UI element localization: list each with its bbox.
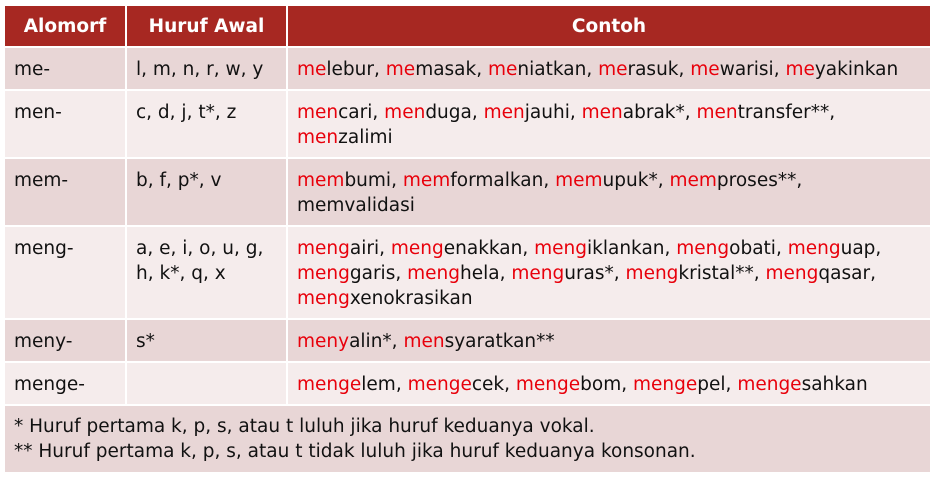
alomorf-cell: mem- <box>4 158 126 226</box>
footnote-2: ** Huruf pertama k, p, s, atau t tidak luluh jika huruf keduanya konsonan. <box>14 441 696 462</box>
prefix-highlight: men <box>297 102 339 123</box>
example-root: hela <box>459 263 500 284</box>
prefix-highlight: me <box>488 59 518 80</box>
example-word <box>408 374 505 395</box>
prefix-highlight: meng <box>511 263 565 284</box>
example-word <box>297 331 392 352</box>
example-word <box>297 170 391 191</box>
example-root: enakkan <box>443 238 523 259</box>
example-root: obati <box>729 238 776 259</box>
prefix-highlight: menge <box>737 374 802 395</box>
example-root: transfer** <box>737 102 830 123</box>
contoh-cell: menyalin*, mensyaratkan** <box>287 319 931 362</box>
example-root: upuk* <box>602 170 658 191</box>
contoh-cell: mengelem, mengecek, mengebom, mengepel, mengesahkan <box>287 362 931 405</box>
prefix-highlight: meng <box>297 238 350 259</box>
example-word <box>534 238 664 259</box>
example-word <box>488 59 586 80</box>
example-word <box>297 127 393 148</box>
example-word <box>697 102 830 123</box>
huruf-awal-cell: b, f, p*, v <box>126 158 287 226</box>
prefix-highlight: meng <box>676 238 730 259</box>
example-root: cek <box>471 374 505 395</box>
example-root: sahkan <box>801 374 868 395</box>
prefix-highlight: mem <box>402 170 451 191</box>
prefix-highlight: meng <box>625 263 679 284</box>
example-root: xenokrasikan <box>349 288 473 309</box>
header-contoh: Contoh <box>287 5 931 47</box>
example-word <box>633 374 726 395</box>
example-word <box>626 263 754 284</box>
header-row <box>4 5 931 47</box>
example-word <box>516 374 621 395</box>
prefix-highlight: me <box>690 59 720 80</box>
prefix-highlight: men <box>483 102 525 123</box>
example-root: memvalidasi <box>297 195 415 216</box>
example-word <box>297 238 379 259</box>
prefix-highlight: me <box>598 59 628 80</box>
prefix-highlight: meng <box>787 238 841 259</box>
contoh-cell: membumi, memformalkan, memupuk*, memproses**, memvalidasi <box>287 158 931 226</box>
prefix-highlight: meng <box>297 288 350 309</box>
table-row <box>4 226 931 319</box>
table-row <box>4 90 931 158</box>
example-root: formalkan <box>450 170 544 191</box>
alomorf-cell: meng- <box>4 226 126 319</box>
alomorf-table-container <box>3 4 930 474</box>
example-word <box>403 331 554 352</box>
example-root: syaratkan** <box>444 331 555 352</box>
prefix-highlight: mem <box>555 170 603 191</box>
example-word <box>737 374 867 395</box>
example-word <box>297 102 372 123</box>
example-word <box>297 59 374 80</box>
prefix-highlight: men <box>403 331 445 352</box>
example-root: lem <box>361 374 396 395</box>
example-word <box>384 102 472 123</box>
example-word <box>391 238 522 259</box>
prefix-highlight: men <box>581 102 623 123</box>
prefix-highlight: me <box>385 59 416 80</box>
example-word <box>403 170 544 191</box>
example-word <box>407 263 499 284</box>
example-word <box>788 238 876 259</box>
example-root: cari <box>338 102 373 123</box>
prefix-highlight: men <box>696 102 738 123</box>
prefix-highlight: menge <box>297 374 362 395</box>
example-root: zalimi <box>338 127 393 148</box>
prefix-highlight: mem <box>669 170 717 191</box>
example-root: garis <box>349 263 396 284</box>
example-root: alin* <box>349 331 392 352</box>
example-root: uap <box>840 238 876 259</box>
prefix-highlight: meng <box>534 238 587 259</box>
example-root: rasuk <box>627 59 679 80</box>
example-word <box>297 288 473 309</box>
table-row <box>4 47 931 90</box>
prefix-highlight: men <box>297 127 339 148</box>
example-root: qasar <box>818 263 871 284</box>
example-word <box>511 263 613 284</box>
huruf-awal-cell: c, d, j, t*, z <box>126 90 287 158</box>
table-row <box>4 362 931 405</box>
alomorf-cell: meny- <box>4 319 126 362</box>
prefix-highlight: me <box>297 59 327 80</box>
table-row <box>4 319 931 362</box>
table-row <box>4 158 931 226</box>
example-word <box>676 238 776 259</box>
alomorf-cell: menge- <box>4 362 126 405</box>
example-root: yakinkan <box>814 59 899 80</box>
header-alomorf: Alomorf <box>4 5 126 47</box>
example-word <box>766 263 871 284</box>
example-word <box>297 263 395 284</box>
huruf-awal-cell: a, e, i, o, u, g, h, k*, q, x <box>126 226 287 319</box>
footnote-1: * Huruf pertama k, p, s, atau t luluh jika huruf keduanya vokal. <box>14 416 595 437</box>
example-root: jauhi <box>524 102 570 123</box>
example-word <box>297 374 396 395</box>
notes-row <box>4 405 931 473</box>
prefix-highlight: meng <box>390 238 444 259</box>
example-root: proses** <box>716 170 797 191</box>
huruf-awal-cell <box>126 362 287 405</box>
prefix-highlight: me <box>785 59 815 80</box>
contoh-cell: mengairi, mengenakkan, mengiklankan, mengobati, menguap, menggaris, menghela, menguras*, mengkristal**, mengqasar, mengxenokrasikan <box>287 226 931 319</box>
example-root: abrak* <box>622 102 685 123</box>
example-root: warisi <box>719 59 774 80</box>
prefix-highlight: menge <box>515 374 581 395</box>
prefix-highlight: menge <box>633 374 698 395</box>
example-word <box>785 59 898 80</box>
example-root: bom <box>580 374 622 395</box>
prefix-highlight: meng <box>407 263 460 284</box>
example-word <box>669 170 796 191</box>
prefix-highlight: meng <box>765 263 819 284</box>
prefix-highlight: menge <box>407 374 472 395</box>
example-root: kristal** <box>678 263 754 284</box>
example-word <box>555 170 658 191</box>
table-body <box>4 47 931 473</box>
example-word <box>297 195 415 216</box>
prefix-highlight: men <box>384 102 426 123</box>
prefix-highlight: meng <box>297 263 350 284</box>
alomorf-cell: me- <box>4 47 126 90</box>
example-word <box>484 102 570 123</box>
example-root: niatkan <box>517 59 587 80</box>
example-root: pel <box>697 374 726 395</box>
alomorf-cell: men- <box>4 90 126 158</box>
example-root: lebur <box>326 59 375 80</box>
example-root: airi <box>349 238 380 259</box>
example-word <box>386 59 476 80</box>
huruf-awal-cell: l, m, n, r, w, y <box>126 47 287 90</box>
contoh-cell: melebur, memasak, meniatkan, merasuk, mewarisi, meyakinkan <box>287 47 931 90</box>
example-word <box>598 59 678 80</box>
notes-cell <box>4 405 931 473</box>
example-word <box>690 59 773 80</box>
example-word <box>582 102 685 123</box>
alomorf-table <box>3 4 932 474</box>
header-huruf-awal: Huruf Awal <box>126 5 287 47</box>
example-root: duga <box>425 102 472 123</box>
prefix-highlight: meny <box>297 331 350 352</box>
example-root: uras* <box>564 263 614 284</box>
example-root: iklankan <box>587 238 665 259</box>
example-root: bumi <box>344 170 392 191</box>
contoh-cell: mencari, menduga, menjauhi, menabrak*, mentransfer**, menzalimi <box>287 90 931 158</box>
huruf-awal-cell: s* <box>126 319 287 362</box>
prefix-highlight: mem <box>297 170 345 191</box>
example-root: masak <box>415 59 477 80</box>
